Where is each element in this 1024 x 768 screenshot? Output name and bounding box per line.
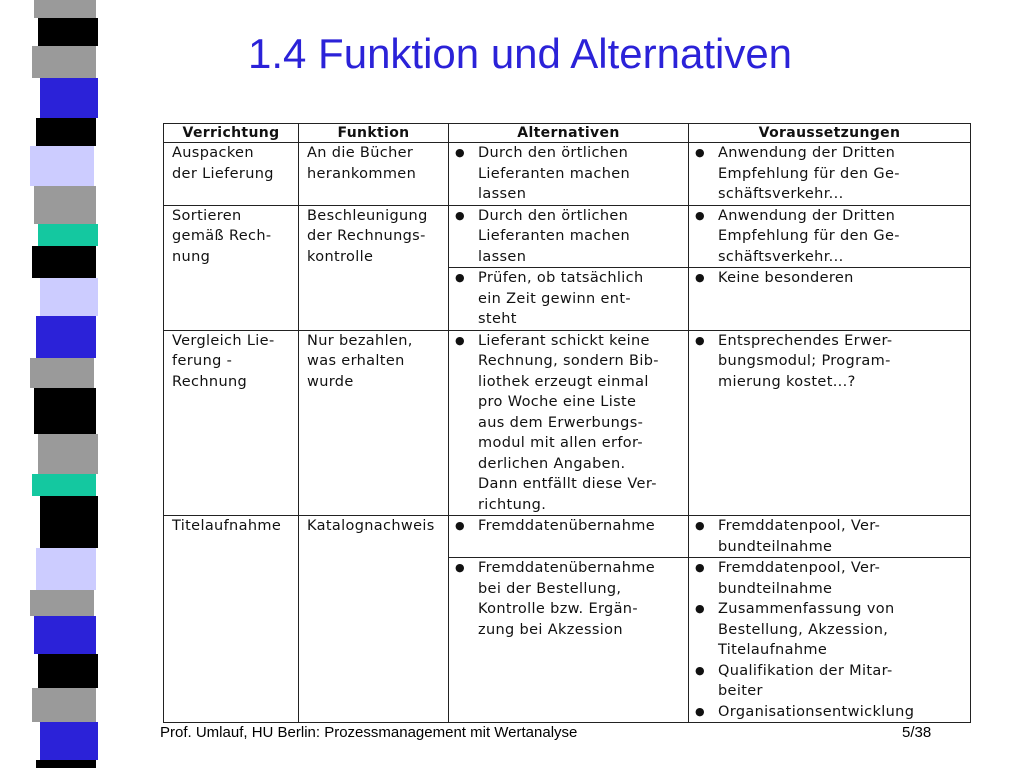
bullet-icon: ● xyxy=(455,519,465,532)
table-row xyxy=(164,516,971,558)
verrichtung-text: Titelaufnahme xyxy=(172,518,282,534)
voraussetzung-text: Anwendung der Dritten Empfehlung für den Ge- schäftsverkehr... xyxy=(718,207,900,265)
stripe-segment xyxy=(30,358,94,388)
alternative-item xyxy=(453,558,684,640)
alternative-list xyxy=(453,331,684,516)
function-table xyxy=(163,123,971,723)
stripe-segment xyxy=(34,186,96,224)
header-funktion: Funktion xyxy=(299,124,449,143)
stripe-segment xyxy=(30,590,94,616)
header-voraussetzungen: Voraussetzungen xyxy=(689,124,971,143)
page-number: 5/38 xyxy=(902,724,932,741)
cell-alternativen xyxy=(449,143,689,206)
alternative-item xyxy=(453,268,684,330)
cell-alternativen xyxy=(449,205,689,268)
bullet-icon: ● xyxy=(695,704,705,718)
stripe-graphic xyxy=(0,0,115,768)
alternative-item xyxy=(453,331,684,516)
stripe-segment xyxy=(40,78,98,118)
voraussetzung-list xyxy=(693,268,966,289)
voraussetzung-text: Entsprechendes Erwer- bungsmodul; Program- mierung kostet...? xyxy=(718,332,893,390)
cell-voraussetzungen xyxy=(689,558,971,723)
bullet-icon: ● xyxy=(455,561,465,574)
cell-voraussetzungen xyxy=(689,143,971,206)
stripe-segment xyxy=(32,474,96,496)
function-table-wrapper xyxy=(163,123,970,723)
table-row xyxy=(164,143,971,206)
alternative-text: Prüfen, ob tatsächlich ein Zeit gewinn ent- steht xyxy=(478,270,644,327)
verrichtung-text: Auspacken der Lieferung xyxy=(172,145,274,182)
voraussetzung-text: Organisationsentwicklung xyxy=(718,703,915,720)
bullet-icon: ● xyxy=(695,208,705,222)
alternative-list xyxy=(453,516,684,537)
bullet-icon: ● xyxy=(695,663,705,677)
cell-funktion xyxy=(299,143,449,206)
footer-author: Prof. Umlauf, HU Berlin: Prozessmanagement mit Wertanalyse xyxy=(160,724,578,741)
voraussetzung-text: Fremddatenpool, Ver- bundteilnahme xyxy=(718,518,881,555)
funktion-text: Katalognachweis xyxy=(307,518,435,534)
decorative-stripe-bar xyxy=(0,0,115,768)
voraussetzung-item xyxy=(693,206,966,268)
alternative-text: Fremddatenübernahme bei der Bestellung, Kontrolle bzw. Ergän- zung bei Akzession xyxy=(478,560,656,638)
stripe-segment xyxy=(32,246,96,278)
stripe-segment xyxy=(38,18,98,46)
voraussetzung-item xyxy=(693,661,966,702)
cell-funktion xyxy=(299,205,449,330)
voraussetzung-item xyxy=(693,143,966,205)
voraussetzung-text: Keine besonderen xyxy=(718,270,854,286)
alternative-item xyxy=(453,516,684,537)
cell-verrichtung xyxy=(164,143,299,206)
alternative-list xyxy=(453,206,684,268)
table-body xyxy=(164,143,971,723)
table-row xyxy=(164,330,971,516)
voraussetzung-list xyxy=(693,206,966,268)
cell-funktion xyxy=(299,516,449,723)
cell-alternativen xyxy=(449,268,689,331)
bullet-icon: ● xyxy=(695,602,705,615)
bullet-icon: ● xyxy=(695,146,705,159)
stripe-segment xyxy=(30,146,94,186)
voraussetzung-item xyxy=(693,702,966,723)
voraussetzung-text: Zusammenfassung von Bestellung, Akzession, Titelaufnahme xyxy=(718,601,895,658)
voraussetzung-list xyxy=(693,143,966,205)
bullet-icon: ● xyxy=(695,561,705,574)
funktion-text: An die Bücher herankommen xyxy=(307,145,417,182)
header-alternativen: Alternativen xyxy=(449,124,689,143)
stripe-segment xyxy=(38,654,98,688)
stripe-segment xyxy=(40,496,98,548)
cell-voraussetzungen xyxy=(689,330,971,516)
voraussetzung-item xyxy=(693,558,966,599)
verrichtung-text: Vergleich Lie- ferung - Rechnung xyxy=(172,332,275,390)
alternative-item xyxy=(453,143,684,205)
voraussetzung-text: Fremddatenpool, Ver- bundteilnahme xyxy=(718,560,881,597)
stripe-segment xyxy=(40,722,98,760)
cell-funktion xyxy=(299,330,449,516)
funktion-text: Nur bezahlen, was erhalten wurde xyxy=(307,332,413,390)
cell-alternativen xyxy=(449,516,689,558)
stripe-segment xyxy=(36,548,96,590)
stripe-segment xyxy=(36,118,96,146)
stripe-segment xyxy=(38,224,98,246)
stripe-segment xyxy=(32,46,96,78)
bullet-icon: ● xyxy=(455,333,465,347)
alternative-list xyxy=(453,558,684,640)
alternative-text: Fremddatenübernahme xyxy=(478,518,656,534)
alternative-list xyxy=(453,143,684,205)
stripe-segment xyxy=(32,688,96,722)
voraussetzung-text: Qualifikation der Mitar- beiter xyxy=(718,662,893,699)
voraussetzung-list xyxy=(693,516,966,557)
cell-verrichtung xyxy=(164,205,299,330)
cell-voraussetzungen xyxy=(689,205,971,268)
table-header-row xyxy=(164,124,971,143)
header-verrichtung: Verrichtung xyxy=(164,124,299,143)
bullet-icon: ● xyxy=(455,271,465,284)
cell-verrichtung xyxy=(164,516,299,723)
bullet-icon: ● xyxy=(695,333,705,347)
voraussetzung-list xyxy=(693,558,966,722)
cell-alternativen xyxy=(449,558,689,723)
bullet-icon: ● xyxy=(455,146,465,159)
alternative-list xyxy=(453,268,684,330)
cell-verrichtung xyxy=(164,330,299,516)
stripe-segment xyxy=(36,760,96,768)
bullet-icon: ● xyxy=(455,208,465,222)
alternative-text: Durch den örtlichen Lieferanten machen lassen xyxy=(478,145,631,202)
stripe-segment xyxy=(34,0,96,18)
voraussetzung-item xyxy=(693,599,966,661)
bullet-icon: ● xyxy=(695,271,705,284)
cell-voraussetzungen xyxy=(689,516,971,558)
stripe-segment xyxy=(34,388,96,434)
alternative-text: Durch den örtlichen Lieferanten machen lassen xyxy=(478,207,631,265)
funktion-text: Beschleunigung der Rechnungs- kontrolle xyxy=(307,207,428,265)
cell-voraussetzungen xyxy=(689,268,971,331)
voraussetzung-text: Anwendung der Dritten Empfehlung für den Ge- schäftsverkehr... xyxy=(718,145,900,202)
stripe-segment xyxy=(40,278,98,316)
table-row xyxy=(164,205,971,268)
stripe-segment xyxy=(38,434,98,474)
alternative-text: Lieferant schickt keine Rechnung, sondern Bib- liothek erzeugt einmal pro Woche eine Liste aus dem Erwerbungs- modul mit allen erfor- derlichen Angaben. Dann entfällt diese Ver- richtung. xyxy=(478,332,659,513)
verrichtung-text: Sortieren gemäß Rech- nung xyxy=(172,207,272,265)
bullet-icon: ● xyxy=(695,519,705,532)
voraussetzung-item xyxy=(693,268,966,289)
voraussetzung-list xyxy=(693,331,966,393)
slide-title: 1.4 Funktion und Alternativen xyxy=(248,30,793,77)
voraussetzung-item xyxy=(693,516,966,557)
stripe-segment xyxy=(36,316,96,358)
alternative-item xyxy=(453,206,684,268)
voraussetzung-item xyxy=(693,331,966,393)
stripe-segment xyxy=(34,616,96,654)
cell-alternativen xyxy=(449,330,689,516)
